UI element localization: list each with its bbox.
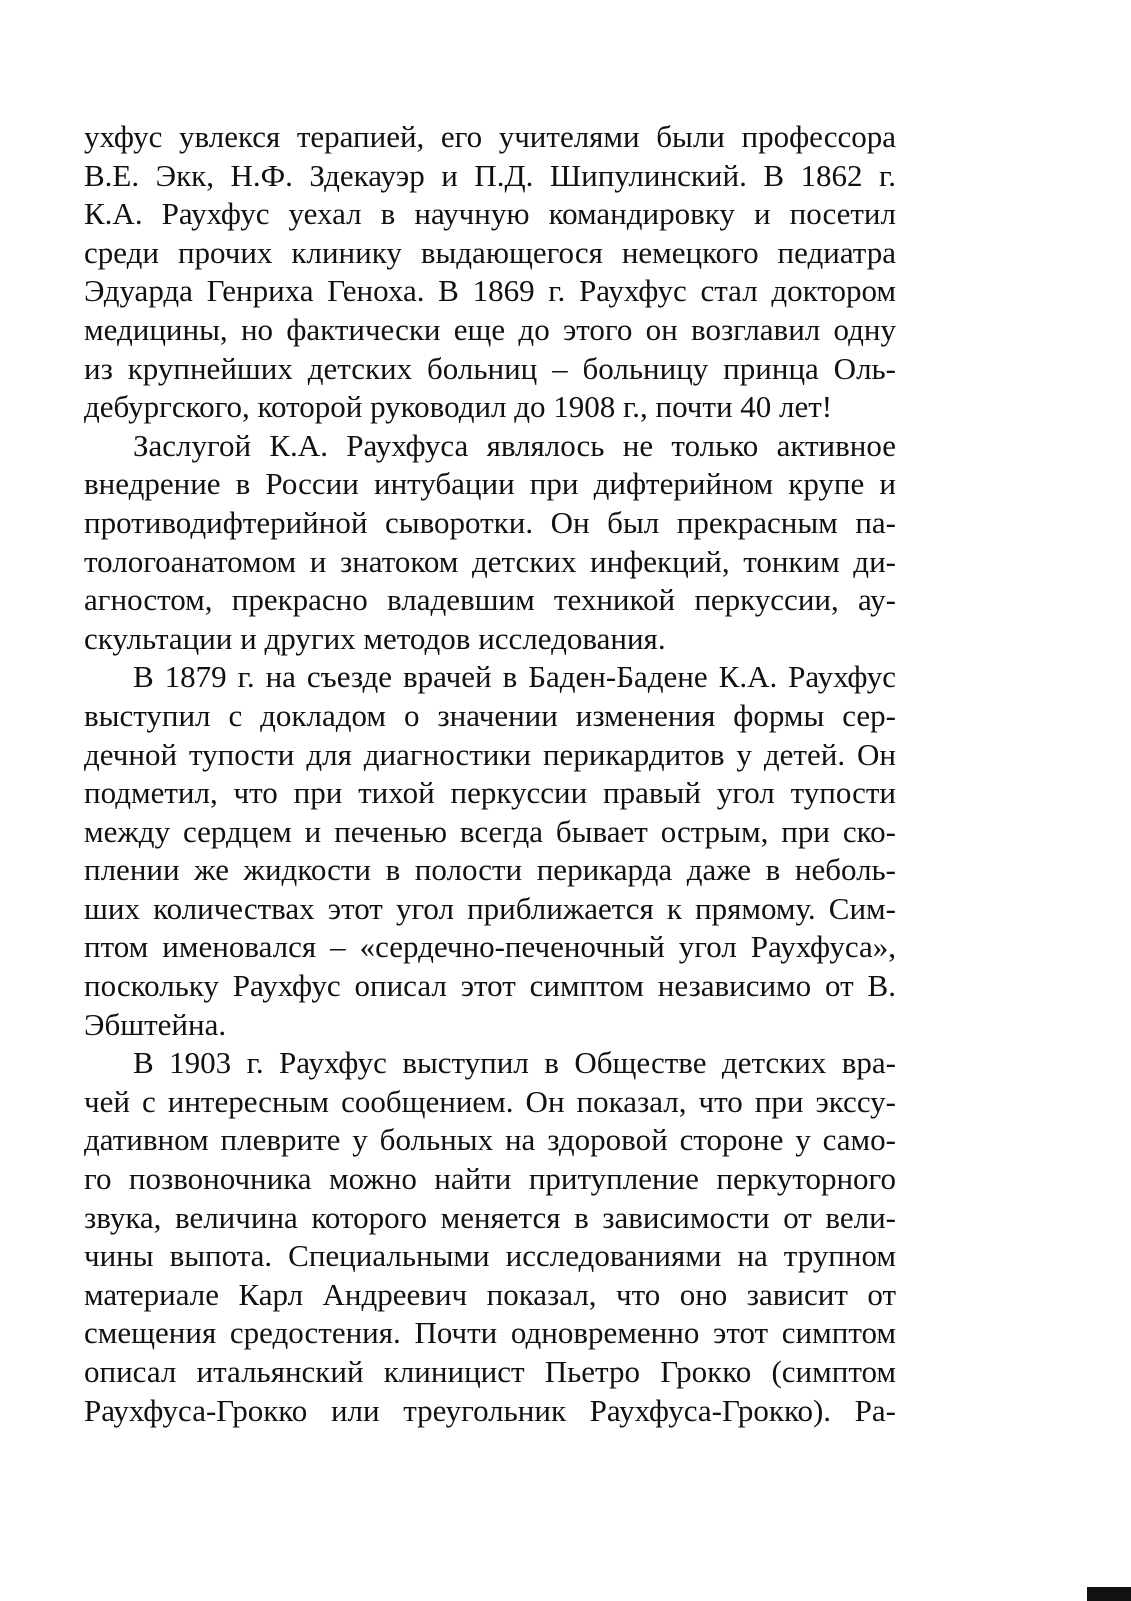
text-line: звука, величина которого меняется в зависимости от вели- [84, 1199, 896, 1235]
text-line: дечной тупости для диагностики перикардитов у детей. Он [84, 736, 896, 772]
text-line: поскольку Раухфус описал этот симптом независимо от В. [84, 968, 896, 1004]
text-line: между сердцем и печенью всегда бывает острым, при ско- [84, 813, 896, 849]
text-line: медицины, но фактически еще до этого он возглавил одну [84, 311, 896, 347]
text-line: ших количествах этот угол приближается к прямому. Сим- [84, 890, 896, 926]
text-line: из крупнейших детских больниц – больницу принца Оль- [84, 350, 896, 386]
text-line: тологоанатомом и знатоком детских инфекций, тонким ди- [84, 543, 896, 579]
text-line: смещения средостения. Почти одновременно этот симптом [84, 1315, 896, 1351]
text-line: птом именовался – «сердечно-печеночный угол Раухфуса», [84, 929, 896, 965]
text-line: чей с интересным сообщением. Он показал, что при экссу- [84, 1083, 896, 1119]
text-line: В 1879 г. на съезде врачей в Баден-Бадене К.А. Раухфус [133, 659, 896, 695]
text-line: ухфус увлекся терапией, его учителями были профессора [84, 119, 896, 154]
text-line: чины выпота. Специальными исследованиями на трупном [84, 1238, 896, 1274]
text-line: Заслугой К.А. Раухфуса являлось не только активное [133, 427, 896, 463]
text-line: го позвоночника можно найти притупление перкуторного [84, 1161, 896, 1197]
page-edge-mark [1087, 1587, 1131, 1601]
text-line: Эбштейна. [84, 1006, 227, 1042]
text-line: В 1903 г. Раухфус выступил в Обществе детских вра- [133, 1045, 896, 1081]
text-line: скультации и других методов исследования. [84, 620, 666, 656]
text-line: дативном плеврите у больных на здоровой стороне у само- [84, 1122, 896, 1158]
text-line: К.А. Раухфус уехал в научную командировку и посетил [84, 196, 896, 232]
text-line: среди прочих клинику выдающегося немецкого педиатра [84, 234, 896, 270]
text-line: Эдуарда Генриха Геноха. В 1869 г. Раухфус стал доктором [84, 273, 896, 309]
body-text [84, 118, 896, 1430]
text-line: материале Карл Андреевич показал, что оно зависит от [84, 1276, 896, 1312]
text-line: плении же жидкости в полости перикарда даже в неболь- [84, 852, 896, 888]
text-line: противодифтерийной сыворотки. Он был прекрасным па- [84, 504, 896, 540]
text-line: подметил, что при тихой перкуссии правый угол тупости [84, 775, 896, 811]
text-line: агностом, прекрасно владевшим техникой перкуссии, ау- [84, 582, 896, 618]
text-line: описал итальянский клиницист Пьетро Грокко (симптом [84, 1354, 896, 1389]
text-line: дебургского, которой руководил до 1908 г., почти 40 лет! [84, 389, 833, 425]
text-line: выступил с докладом о значении изменения формы сер- [84, 697, 896, 733]
text-line: внедрение в России интубации при дифтерийном крупе и [84, 466, 896, 502]
text-line: В.Е. Экк, Н.Ф. Здекауэр и П.Д. Шипулинский. В 1862 г. [84, 157, 896, 193]
text-line: Раухфуса-Грокко или треугольник Раухфуса-Грокко). Ра- [84, 1392, 896, 1428]
